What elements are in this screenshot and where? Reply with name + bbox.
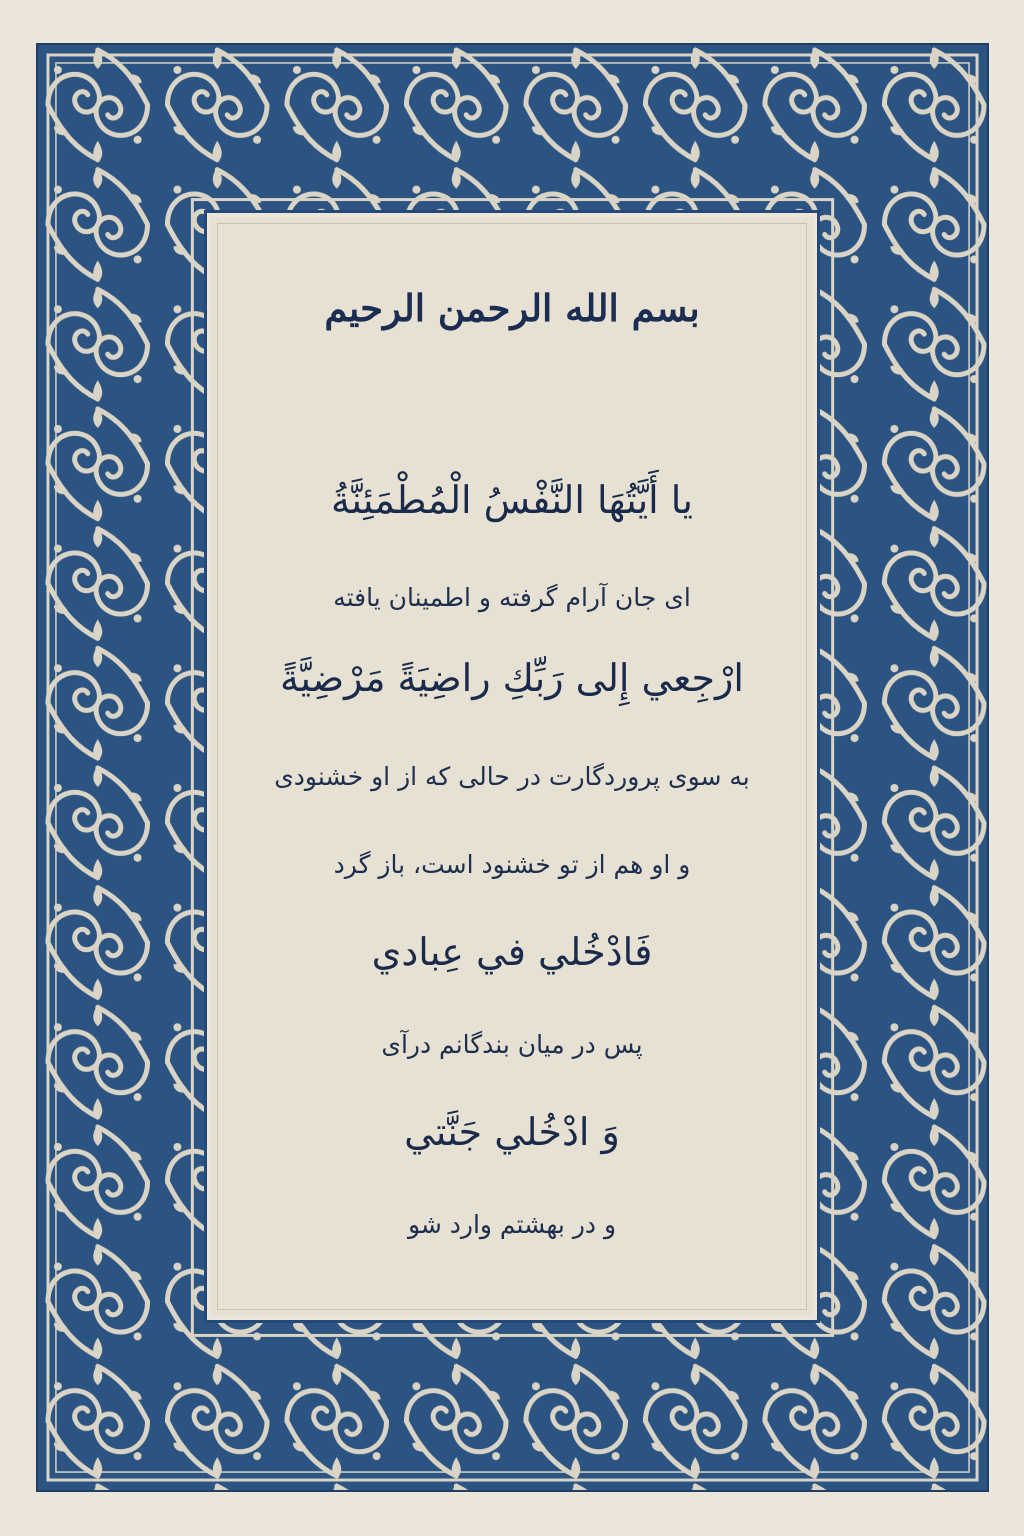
verse-translation-3: پس در میان بندگانم درآی: [381, 1030, 643, 1059]
verse-translation-4: و در بهشتم وارد شو: [407, 1210, 617, 1239]
verse-arabic-2: ارْجِعي إِلى رَبِّكِ راضِيَةً مَرْضِيَّةً: [280, 656, 744, 700]
verse-translation-1: ای جان آرام گرفته و اطمینان یافته: [333, 583, 691, 612]
verse-arabic-3: فَادْخُلي في عِبادي: [371, 930, 653, 974]
verse-arabic-1: يا أَيَّتُهَا النَّفْسُ الْمُطْمَئِنَّةُ: [331, 478, 693, 522]
verse-translation-2a: به سوی پروردگارت در حالی که از او خشنودی: [274, 762, 750, 791]
verse-translation-2b: و او هم از تو خشنود است، باز گرد: [333, 850, 691, 879]
verse-arabic-4: وَ ادْخُلي جَنَّتي: [404, 1110, 620, 1154]
bismillah-heading: بسم الله الرحمن الرحیم: [324, 286, 700, 330]
